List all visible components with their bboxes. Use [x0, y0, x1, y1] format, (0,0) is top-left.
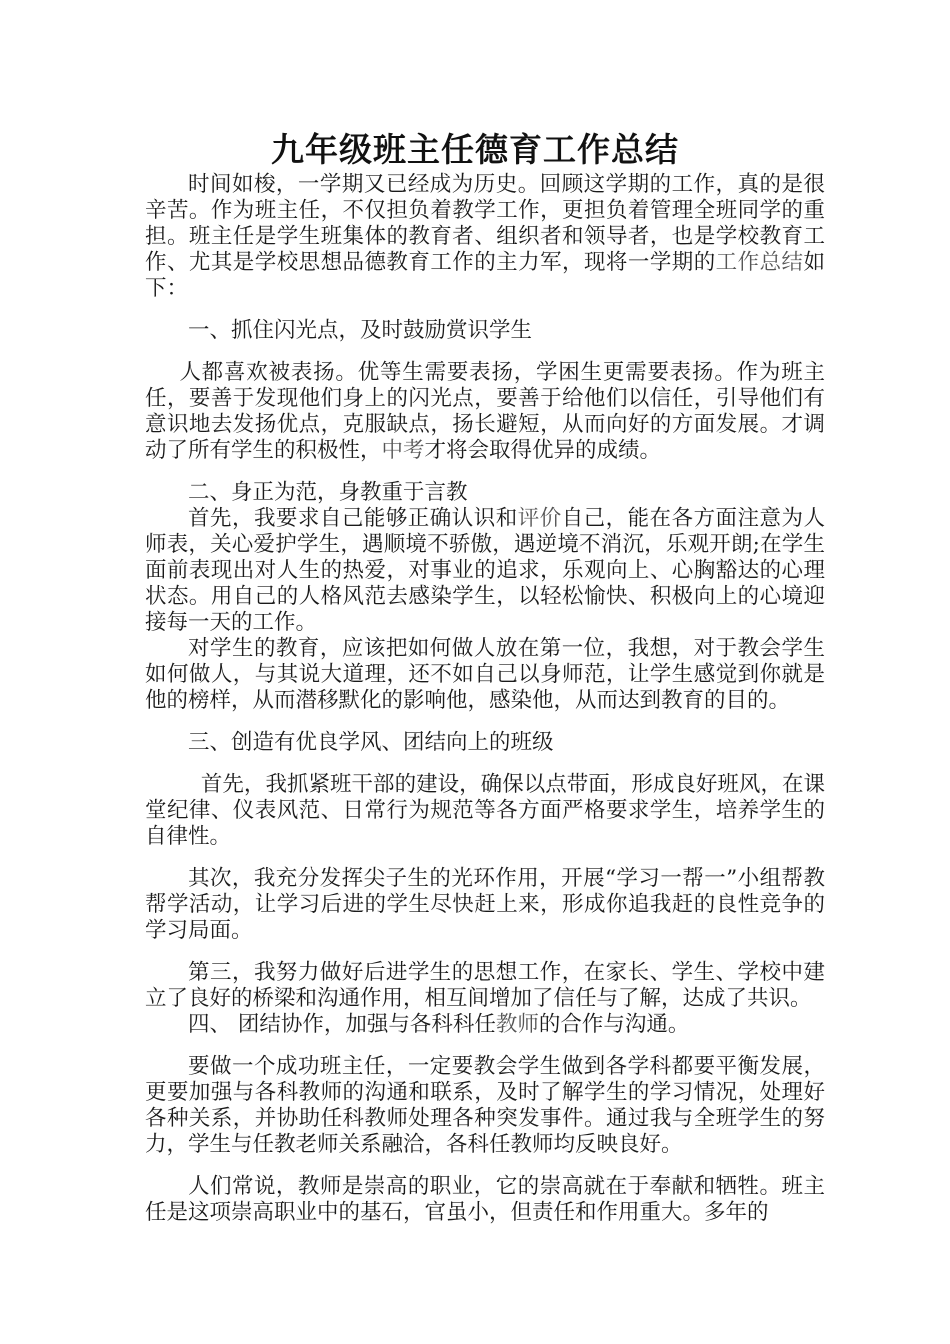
- paragraph-1-text-b: 才将会取得优异的成绩。: [424, 438, 662, 463]
- paragraph-6: 第三，我努力做好后进学生的思想工作，在家长、学生、学校中建立了良好的桥梁和沟通作用，相互间增加了信任与了解，达成了共识。: [145, 960, 825, 1011]
- document-title: 九年级班主任德育工作总结: [271, 130, 679, 169]
- section-heading-1: 一、抓住闪光点，及时鼓励赏识学生: [188, 318, 533, 343]
- heading-4-text-a: 四、 团结协作，加强与各科科任: [188, 1012, 496, 1037]
- paragraph-7: 要做一个成功班主任，一定要教会学生做到各学科都要平衡发展，更要加强与各科教师的沟通和联系，及时了解学生的学习情况，处理好各种关系，并协助任科教师处理各种突发事件。通过我与全班学生的努力，学生与任教老师关系融洽，各科任教师均反映良好。: [145, 1054, 825, 1157]
- paragraph-2-text-a: 首先，我要求自己能够正确认识和: [188, 506, 518, 531]
- intro-text-a: 时间如梭，一学期又已经成为历史。回顾这学期的工作，真的是很辛苦。作为班主任，不仅担负着教学工作，更担负着管理全班同学的重担。班主任是学生班集体的教育者、组织者和领导者，也是学校教育工作、尤其是学校思想品德教育工作的主力军，现将一学期的: [145, 172, 825, 275]
- paragraph-2-text-b: 自己，能在各方面注意为人师表，关心爱护学生，遇顺境不骄傲，遇逆境不消沉，乐观开朗;在学生面前表现出对人生的热爱，对事业的追求，乐观向上、心胸豁达的心理状态。用自己的人格风范去感染学生，以轻松愉快、积极向上的心境迎接每一天的工作。: [145, 506, 825, 635]
- paragraph-1-text-a: 人都喜欢被表扬。优等生需要表扬，学困生更需要表扬。作为班主任，要善于发现他们身上的闪光点，要善于给他们以信任，引导他们有意识地去发扬优点，克服缺点，扬长避短，从而向好的方面发展。才调动了所有学生的积极性，: [145, 360, 825, 463]
- document-body: [145, 172, 825, 1226]
- heading-4-text-b: 的合作与沟通。: [538, 1012, 690, 1037]
- paragraph-1: [145, 360, 825, 464]
- paragraph-2: [145, 506, 825, 636]
- intro-text-b: 如下：: [145, 250, 825, 301]
- section-heading-2: 二、身正为范，身教重于言教: [188, 480, 468, 505]
- paragraph-8: 人们常说，教师是崇高的职业，它的崇高就在于奉献和牺牲。班主任是这项崇高职业中的基石，官虽小，但责任和作用重大。多年的: [145, 1174, 825, 1225]
- intro-link-work-summary[interactable]: 工作总结: [715, 250, 804, 275]
- link-teacher[interactable]: 教师: [495, 1012, 539, 1037]
- section-heading-4: [145, 1012, 825, 1038]
- paragraph-5: 其次，我充分发挥尖子生的光环作用，开展“学习一帮一”小组帮教帮学活动，让学习后进的学生尽快赶上来，形成你追我赶的良性竞争的学习局面。: [145, 866, 825, 943]
- link-evaluation[interactable]: 评价: [517, 506, 562, 531]
- section-heading-3: 三、创造有优良学风、团结向上的班级: [188, 730, 554, 755]
- paragraph-4: 首先，我抓紧班干部的建设，确保以点带面，形成良好班风，在课堂纪律、仪表风范、日常行为规范等各方面严格要求学生，培养学生的自律性。: [145, 772, 825, 849]
- link-zhongkao[interactable]: 中考: [381, 438, 425, 463]
- intro-paragraph: [145, 172, 825, 302]
- paragraph-3: 对学生的教育，应该把如何做人放在第一位，我想，对于教会学生如何做人，与其说大道理，还不如自己以身师范，让学生感觉到你就是他的榜样，从而潜移默化的影响他，感染他，从而达到教育的目的。: [145, 636, 825, 713]
